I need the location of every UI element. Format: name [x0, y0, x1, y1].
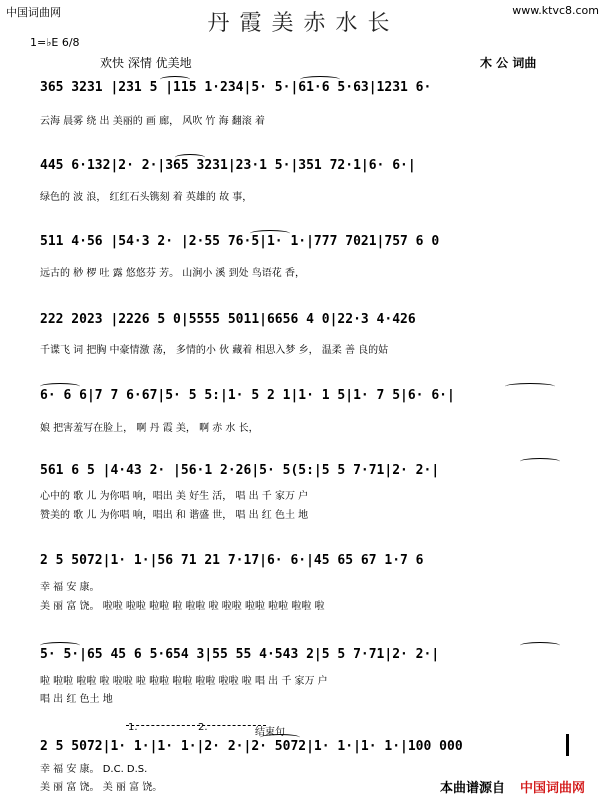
lyric-line: 幸 福 安 康。 — [40, 582, 100, 593]
site-name-left[interactable]: 中国词曲网 — [6, 6, 61, 19]
lyric-line: 唱 出 红 色土 地 — [40, 694, 113, 705]
slur — [40, 642, 80, 649]
notation-row: 445 6·132|2· 2·|365 3231|23·1 5·|351 72·1|6· 6·| — [40, 158, 416, 173]
footer-site-logo[interactable]: 中国词曲网 — [520, 781, 586, 796]
slur — [40, 383, 80, 390]
volta-2-mark: 2. — [198, 722, 208, 733]
slur — [300, 76, 340, 83]
site-url-right[interactable]: www.ktvc8.com — [512, 4, 599, 17]
volta-1-mark: 1. — [128, 722, 138, 733]
notation-row: 222 2023 |2226 5 0|5555 5011|6656 4 0|22·3 4·426 — [40, 312, 416, 327]
lyric-line: 心中的 歌 儿 为你唱 响，唱出 美 好生 活， 唱 出 千 家万 户 — [40, 491, 309, 502]
lyric-line: 美 丽 富 饶。 啦啦 啦啦 啦啦 啦 啦啦 啦 啦啦 啦啦 啦啦 啦啦 啦 — [40, 601, 325, 612]
lyric-line: 远古的 桫 椤 吐 露 悠悠芬 芳。 山涧小 溪 到处 鸟语花 香， — [40, 268, 305, 279]
song-title: 丹霞美赤水长 — [207, 11, 400, 36]
slur — [250, 230, 290, 237]
footer-source-label: 本曲谱源自 — [440, 781, 506, 796]
notation-row: 5· 5·|65 45 6 5·654 3|55 55 4·543 2|5 5 7·71|2· 2·| — [40, 647, 440, 662]
notation-row: 511 4·56 |54·3 2· |2·55 76·5|1· 1·|777 7021|757 6 0 — [40, 234, 440, 249]
final-barline — [566, 734, 569, 756]
slur — [505, 383, 555, 390]
slur — [520, 458, 560, 465]
lyric-line: 美 丽 富 饶。 美 丽 富 饶。 — [40, 782, 163, 793]
lyric-line: 啦 啦啦 啦啦 啦 啦啦 啦 啦啦 啦啦 啦啦 啦啦 啦 唱 出 千 家万 户 — [40, 676, 328, 687]
lyric-line: 千谍飞 词 把胸 中豪情激 荡， 多情的小 伙 藏着 相思入梦 乡， 温柔 善 良的姑 — [40, 345, 389, 356]
volta-bracket — [126, 725, 266, 727]
slur — [175, 154, 205, 161]
lyric-line: 赞美的 歌 儿 为你唱 响，唱出 和 谐盛 世， 唱 出 红 色土 地 — [40, 510, 309, 521]
lyric-line: 云海 晨雾 绕 出 美丽的 画 廊， 风吹 竹 海 翻滚 着 — [40, 116, 265, 127]
key-signature: 1=♭E 6/8 — [30, 36, 80, 49]
tempo-marking: 欢快 深情 优美地 — [100, 56, 192, 70]
lyric-line: 幸 福 安 康。 D.C. D.S. — [40, 764, 148, 775]
ending-mark: 结束句 — [255, 727, 285, 738]
lyric-line: 绿色的 波 浪， 红红石头镌刻 着 英雄的 故 事， — [40, 192, 253, 203]
slur — [260, 734, 300, 741]
lyric-line: 娘 把害羞写在脸上， 啊 丹 霞 美， 啊 赤 水 长， — [40, 423, 259, 434]
notation-row: 2 5 5072|1· 1·|1· 1·|2· 2·|2· 5072|1· 1·|1· 1·|100 000 — [40, 739, 463, 754]
composer-credit: 木 公 词曲 — [480, 56, 537, 70]
slur — [520, 642, 560, 649]
slur — [160, 76, 190, 83]
notation-row: 365 3231 |231 5 |115 1·234|5· 5·|61·6 5·63|1231 6· — [40, 80, 432, 95]
notation-row: 2 5 5072|1· 1·|56 71 21 7·17|6· 6·|45 65 67 1·7 6 — [40, 553, 424, 568]
notation-row: 6· 6 6|7 7 6·67|5· 5 5:|1· 5 2 1|1· 1 5|1· 7 5|6· 6·| — [40, 388, 455, 403]
notation-row: 561 6 5 |4·43 2· |56·1 2·26|5· 5(5:|5 5 7·71|2· 2·| — [40, 463, 440, 478]
